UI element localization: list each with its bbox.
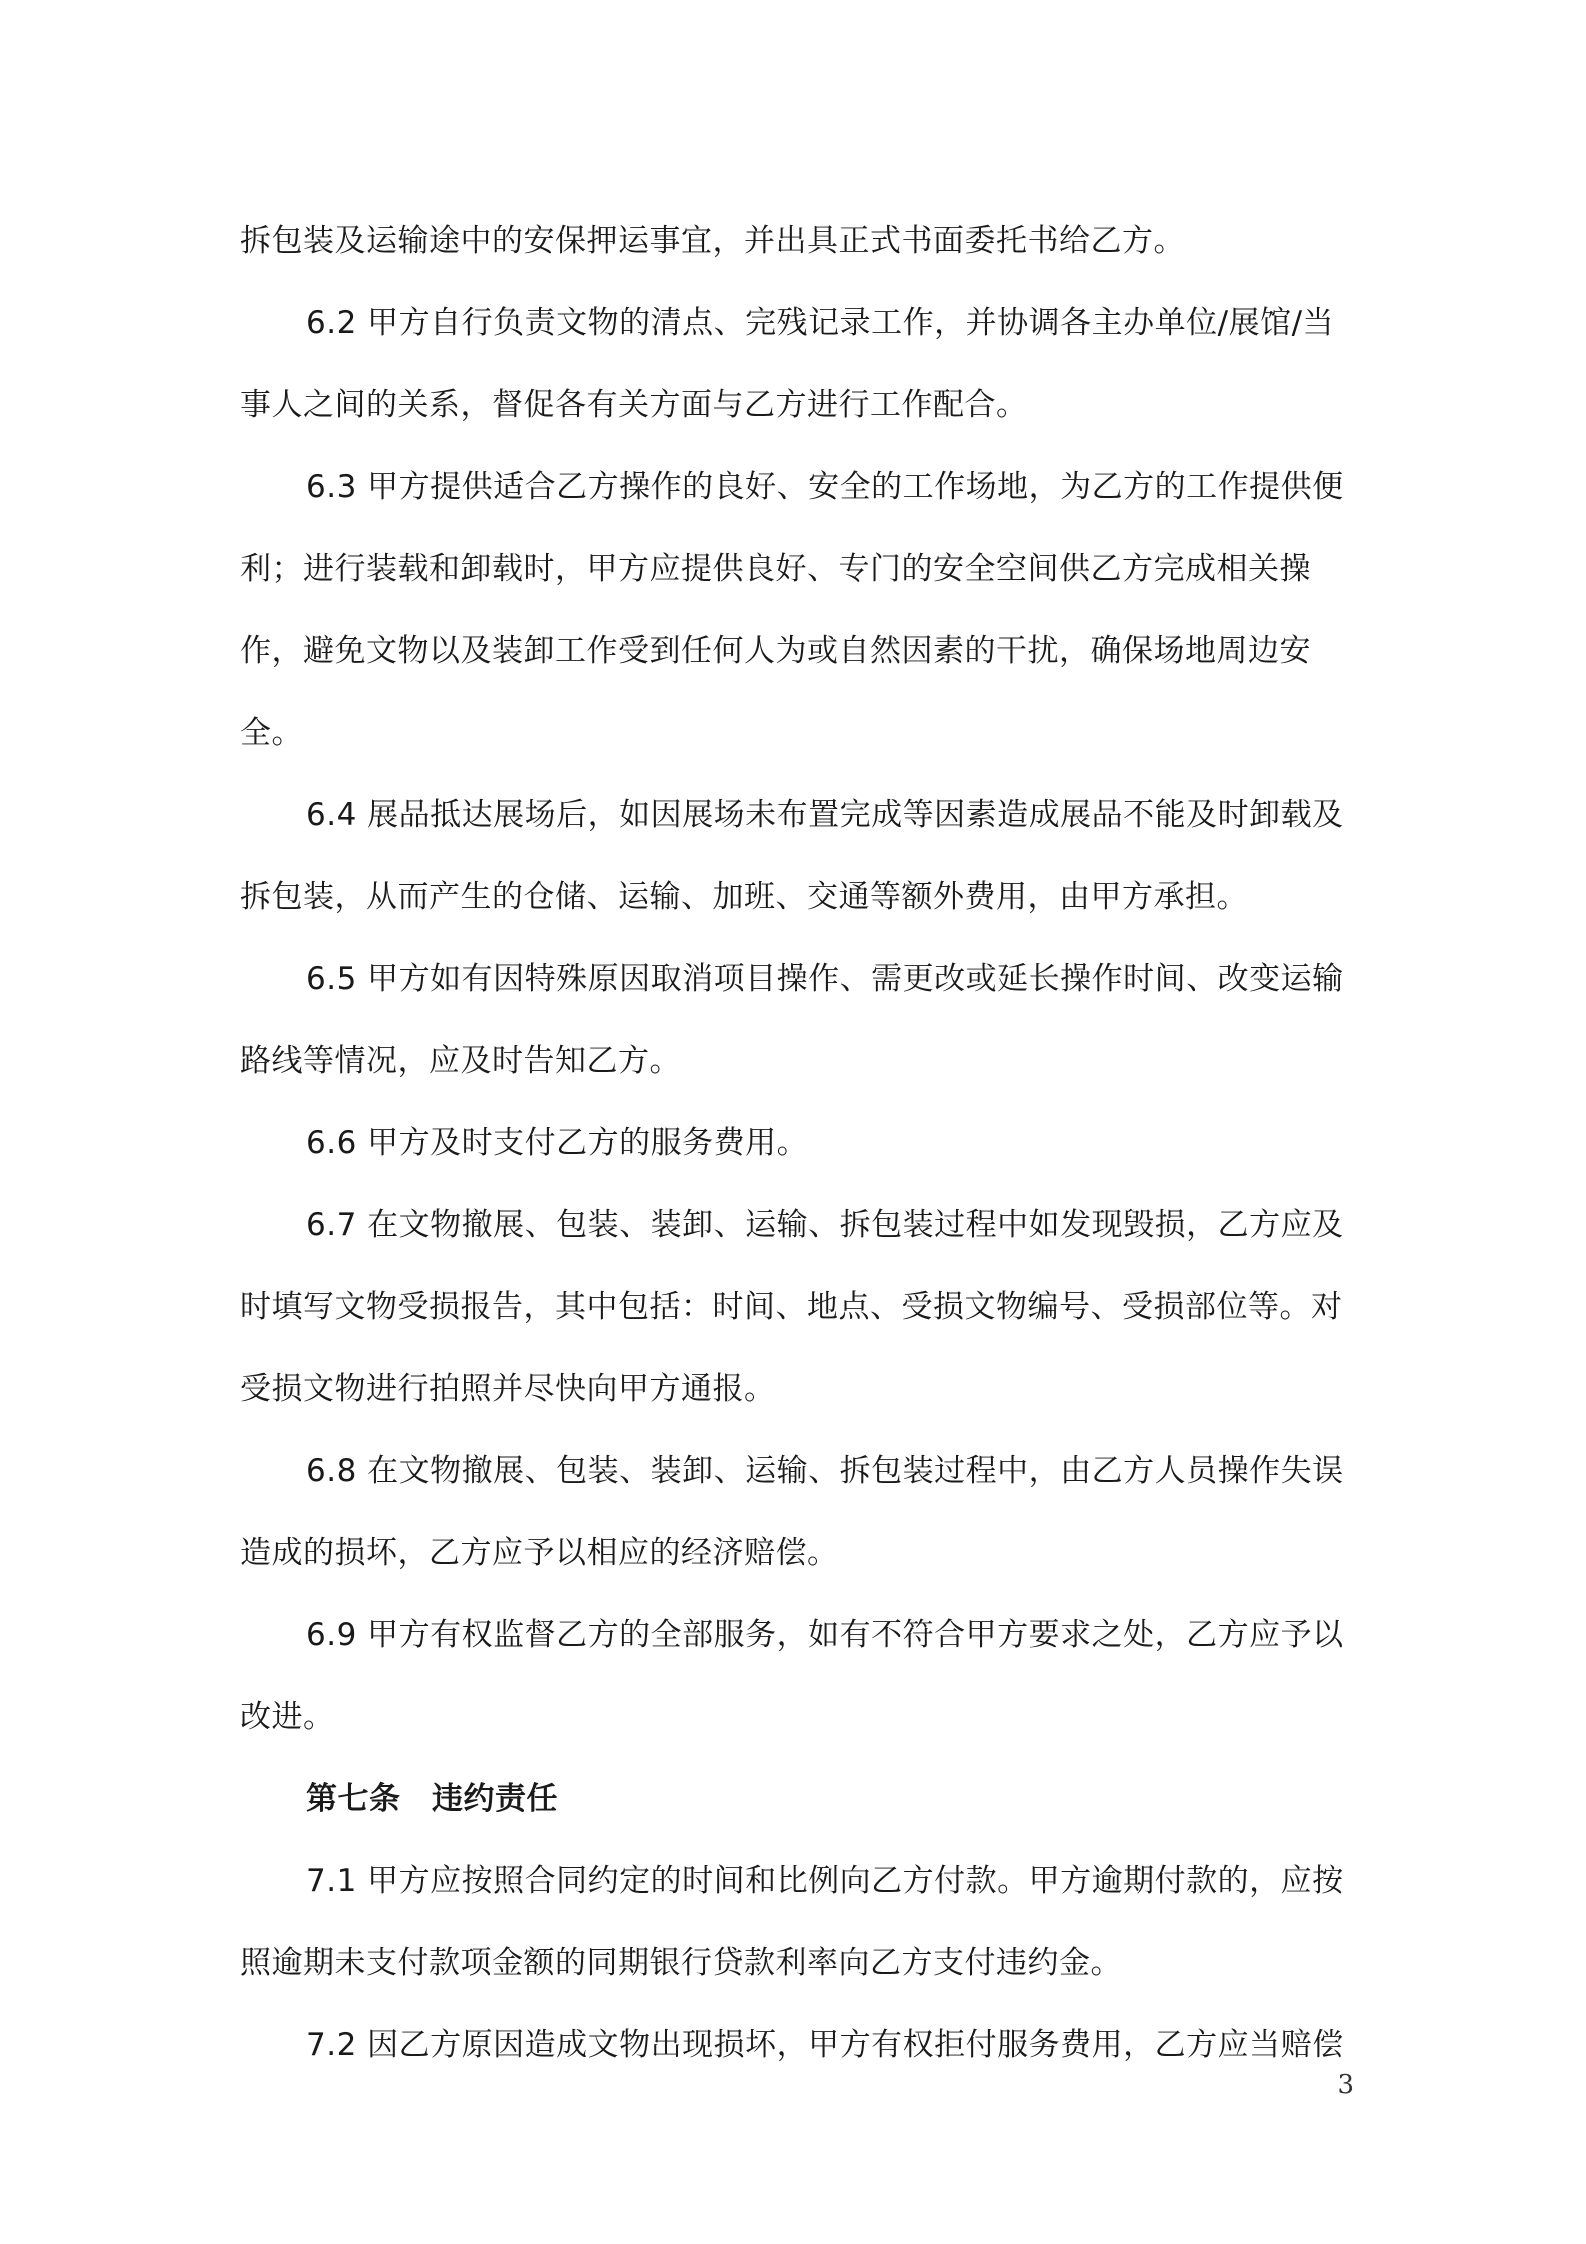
paragraph-6-9: 6.9 甲方有权监督乙方的全部服务，如有不符合甲方要求之处，乙方应予以改进。	[240, 1617, 1344, 1735]
paragraph-7-2: 7.2 因乙方原因造成文物出现损坏，甲方有权拒付服务费用，乙方应当赔偿	[306, 2027, 1344, 2063]
paragraph-6-2: 6.2 甲方自行负责文物的清点、完残记录工作，并协调各主办单位/展馆/当事人之间的关系，督促各有关方面与乙方进行工作配合。	[240, 305, 1335, 423]
page-number: 3	[1337, 2070, 1354, 2100]
document-body	[240, 200, 1350, 2086]
paragraph-6-8: 6.8 在文物撤展、包装、装卸、运输、拆包装过程中，由乙方人员操作失误造成的损坏，乙方应予以相应的经济赔偿。	[240, 1453, 1344, 1571]
paragraph-6-5: 6.5 甲方如有因特殊原因取消项目操作、需更改或延长操作时间、改变运输路线等情况，应及时告知乙方。	[240, 961, 1344, 1079]
section-heading-article-7: 第七条 违约责任	[306, 1781, 558, 1817]
paragraph-6-4: 6.4 展品抵达展场后，如因展场未布置完成等因素造成展品不能及时卸载及拆包装，从而产生的仓储、运输、加班、交通等额外费用，由甲方承担。	[240, 797, 1344, 915]
paragraph-6-7: 6.7 在文物撤展、包装、装卸、运输、拆包装过程中如发现毁损，乙方应及时填写文物受损报告，其中包括：时间、地点、受损文物编号、受损部位等。对受损文物进行拍照并尽快向甲方通报。	[240, 1207, 1344, 1407]
paragraph-7-1: 7.1 甲方应按照合同约定的时间和比例向乙方付款。甲方逾期付款的，应按照逾期未支付款项金额的同期银行贷款利率向乙方支付违约金。	[240, 1863, 1344, 1981]
paragraph-6-6: 6.6 甲方及时支付乙方的服务费用。	[306, 1125, 809, 1161]
paragraph-6-3: 6.3 甲方提供适合乙方操作的良好、安全的工作场地，为乙方的工作提供便利；进行装载和卸载时，甲方应提供良好、专门的安全空间供乙方完成相关操作，避免文物以及装卸工作受到任何人为或自然因素的干扰，确保场地周边安全。	[240, 469, 1344, 751]
paragraph-6-1-continuation: 拆包装及运输途中的安保押运事宜，并出具正式书面委托书给乙方。	[240, 223, 1185, 259]
